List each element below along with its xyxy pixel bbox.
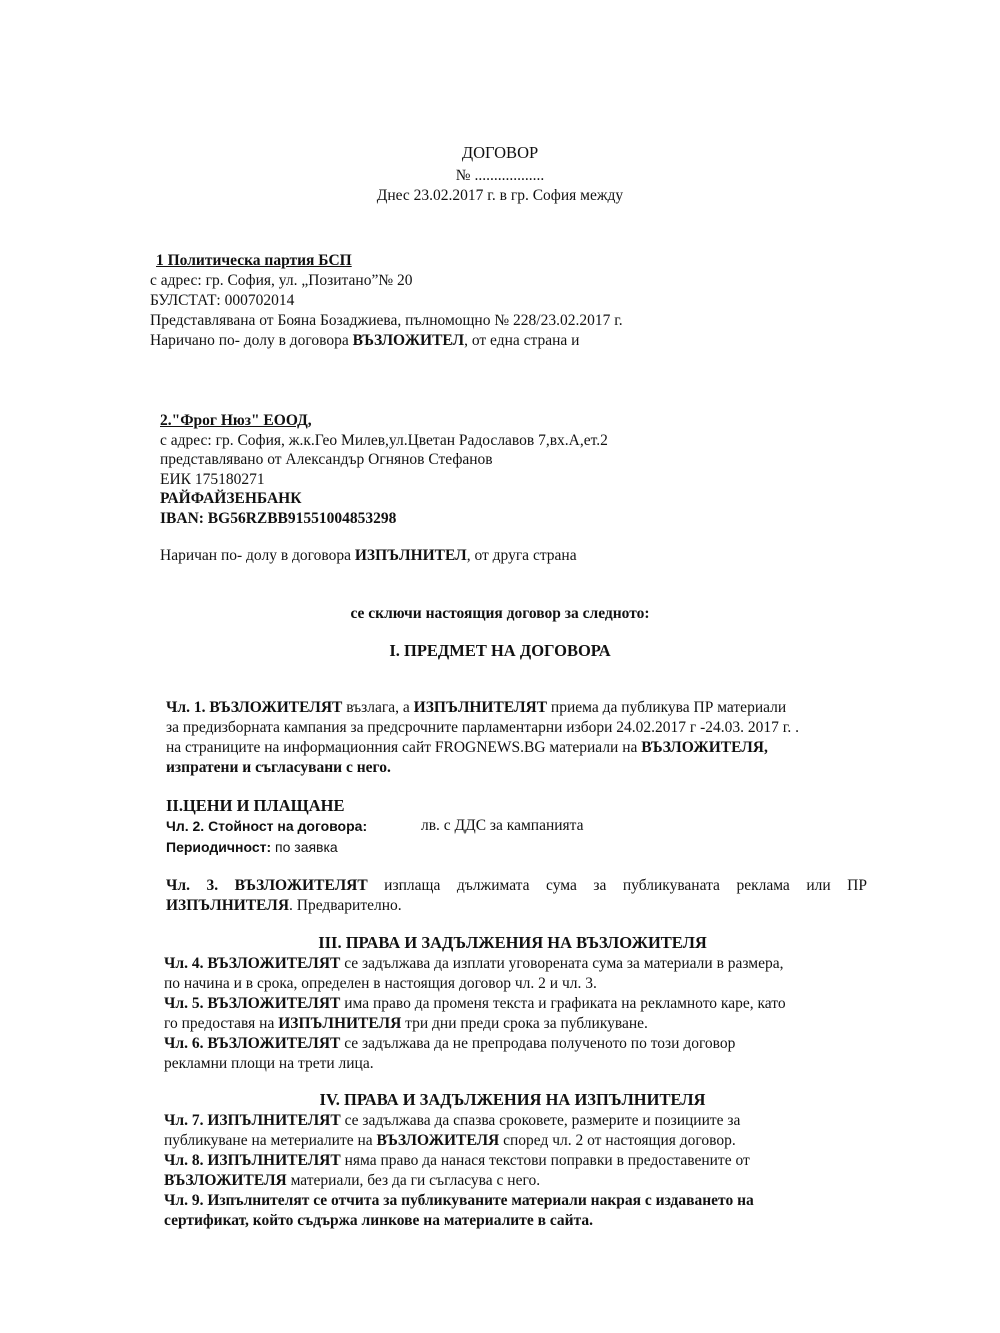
art1-party-c: ВЪЗЛОЖИТЕЛЯ, (641, 739, 768, 756)
section1-heading: I. ПРЕДМЕТ НА ДОГОВОРА (389, 641, 611, 660)
art5-party-b: ИЗПЪЛНИТЕЛЯ (278, 1015, 402, 1032)
art7-text: се задължава да спазва сроковете, размерите и позициите за (340, 1112, 741, 1129)
art5-text-c: три дни преди срока за публикуване. (401, 1015, 648, 1032)
party1-role: ВЪЗЛОЖИТЕЛ (352, 332, 465, 349)
art4-party: ВЪЗЛОЖИТЕЛЯТ (207, 955, 341, 972)
section4-heading: IV. ПРАВА И ЗАДЪЛЖЕНИЯ НА ИЗПЪЛНИТЕЛЯ (319, 1090, 706, 1109)
art3-text-b: . Предварително. (289, 897, 402, 914)
party1-bulstat: БУЛСТАТ: 000702014 (150, 292, 295, 309)
party1-represented: Представлявана от Бояна Бозаджиева, пълномощно № 228/23.02.2017 г. (150, 312, 623, 329)
art3-text: изплаща дължимата сума за публикуваната реклама или ПР (367, 877, 867, 894)
art8-label: Чл. 8. (164, 1152, 208, 1169)
party2-represented: представлявано от Александър Огнянов Стефанов (160, 451, 493, 468)
art8-line2 (164, 1171, 540, 1190)
art9-line1: Чл. 9. Изпълнителят се отчита за публикуваните материали накрая с издаването на (164, 1192, 754, 1209)
party2-role: ИЗПЪЛНИТЕЛ (354, 547, 467, 564)
art4-label: Чл. 4. (164, 955, 208, 972)
art8-text-b: материали, без да ги съгласува с него. (286, 1172, 541, 1189)
party2-bank: РАЙФАЙЗЕНБАНК (160, 490, 302, 507)
art4-text: се задължава да изплати уговорената сума за материали в размера, (340, 955, 784, 972)
art1-party-a: ВЪЗЛОЖИТЕЛЯТ (209, 699, 343, 716)
periodicity-value: по заявка (271, 839, 338, 855)
art5-label: Чл. 5. (164, 995, 208, 1012)
art2-value: лв. с ДДС за кампанията (421, 817, 584, 834)
party1-name: 1 Политическа партия БСП (156, 252, 352, 269)
party2-name-line (160, 411, 312, 430)
art1-line3 (166, 738, 768, 757)
party2-iban: IBAN: BG56RZBB91551004853298 (160, 510, 397, 527)
section2-heading: II.ЦЕНИ И ПЛАЩАНЕ (166, 796, 345, 815)
party1-address: с адрес: гр. София, ул. „Позитано”№ 20 (150, 272, 413, 289)
art4-line2: по начина и в срока, определен в настоящия договор чл. 2 и чл. 3. (164, 975, 597, 992)
art2-label: Чл. 2. Стойност на договора: (166, 818, 368, 834)
art5-line2 (164, 1014, 648, 1033)
party2-address: с адрес: гр. София, ж.к.Гео Милев,ул.Цветан Радославов 7,вх.А,ет.2 (160, 432, 608, 449)
art6-text: се задължава да не препродава полученото по този договор (340, 1035, 736, 1052)
art4-line1 (164, 954, 784, 973)
party2-eik: ЕИК 175180271 (160, 471, 265, 488)
art5-party: ВЪЗЛОЖИТЕЛЯТ (207, 995, 341, 1012)
contract-intro: се сключи настоящия договор за следното: (350, 605, 650, 622)
art8-party-b: ВЪЗЛОЖИТЕЛЯ (164, 1172, 287, 1189)
party2-name-suffix: , (307, 412, 312, 429)
art5-text: има право да променя текста и графиката на рекламното каре, като (340, 995, 786, 1012)
art1-text-a: възлага, а (342, 699, 414, 716)
art1-line4: изпратени и съгласувани с него. (166, 759, 391, 776)
party1-role-line (150, 331, 579, 350)
art3-line1 (166, 876, 867, 895)
art5-text-b: го предоставя на (164, 1015, 279, 1032)
art7-party-b: ВЪЗЛОЖИТЕЛЯ (376, 1132, 500, 1149)
art7-text-b: публикуване на метериалите на (164, 1132, 377, 1149)
art7-label: Чл. 7. (164, 1112, 208, 1129)
art6-line1 (164, 1034, 735, 1053)
art1-line1 (166, 698, 786, 717)
art1-text-c: на страниците на информационния сайт FROGNEWS.BG материали на (166, 739, 642, 756)
art1-party-b: ИЗПЪЛНИТЕЛЯТ (413, 699, 548, 716)
periodicity-label: Периодичност: (166, 839, 272, 855)
party2-name: 2."Фрог Нюз" ЕООД (160, 412, 308, 429)
art6-party: ВЪЗЛОЖИТЕЛЯТ (207, 1035, 341, 1052)
party1-role-pre: Наричано по- долу в договора (150, 332, 353, 349)
art9-line2: сертификат, който съдържа линкове на материалите в сайта. (164, 1212, 594, 1229)
document-title: ДОГОВОР (461, 143, 539, 162)
art3-party: ВЪЗЛОЖИТЕЛЯТ (234, 877, 368, 894)
art7-line2 (164, 1131, 736, 1150)
periodicity-line (166, 838, 338, 857)
art7-party: ИЗПЪЛНИТЕЛЯТ (207, 1112, 341, 1129)
art8-text: няма право да нанася текстови поправки в предоставените от (340, 1152, 750, 1169)
art6-label: Чл. 6. (164, 1035, 208, 1052)
art7-line1 (164, 1111, 740, 1130)
art8-party: ИЗПЪЛНИТЕЛЯТ (207, 1152, 341, 1169)
art3-party-b: ИЗПЪЛНИТЕЛЯ (166, 897, 290, 914)
party1-role-post: , от една страна и (464, 332, 580, 349)
party2-role-post: , от друга страна (466, 547, 577, 564)
contract-number: № .................. (455, 167, 545, 184)
art3-label: Чл. 3. (166, 877, 235, 894)
art1-line2: за предизборната кампания за предсрочните парламентарни избори 24.02.2017 г -24.03. 2017 г. . (166, 719, 800, 736)
art6-line2: рекламни площи на трети лица. (164, 1055, 374, 1072)
party2-role-line (160, 546, 577, 565)
art1-label: Чл. 1. (166, 699, 210, 716)
art1-text-b: приема да публикува ПР материали (547, 699, 787, 716)
art7-text-c: според чл. 2 от настоящия договор. (499, 1132, 736, 1149)
art5-line1 (164, 994, 786, 1013)
section3-heading: III. ПРАВА И ЗАДЪЛЖЕНИЯ НА ВЪЗЛОЖИТЕЛЯ (318, 933, 707, 952)
art8-line1 (164, 1151, 750, 1170)
date-line: Днес 23.02.2017 г. в гр. София между (376, 187, 624, 204)
party2-role-pre: Наричан по- долу в договора (160, 547, 355, 564)
art3-line2 (166, 896, 402, 915)
